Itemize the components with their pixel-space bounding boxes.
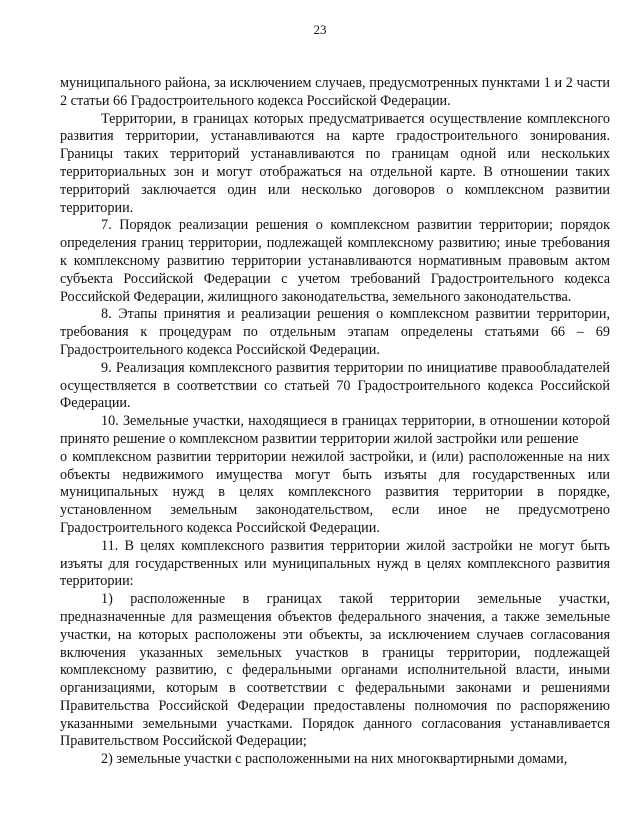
paragraph-subitem-2: 2) земельные участки с расположенными на них многоквартирными домами,: [101, 751, 568, 768]
document-body: [60, 75, 610, 769]
paragraph-item-8: 8. Этапы принятия и реализации решения о комплексном развитии территории, требования к процедурам по отдельным этапам определены статьями 66 – 69 Градостроительного кодекса Российской Федерации.: [60, 306, 610, 358]
paragraph-item-7: 7. Порядок реализации решения о комплексном развитии территории; порядок определения границ территории, подлежащей комплексному развитию; иные требования к комплексному развитию территории устанавливаются нормативным правовым актом субъекта Российской Федерации с учетом требований Градостроительного кодекса Российской Федерации, жилищного законодательства, земельного законодательства.: [60, 217, 610, 305]
paragraph-continuation: муниципального района, за исключением случаев, предусмотренных пунктами 1 и 2 части 2 статьи 66 Градостроительного кодекса Российской Федерации.: [60, 75, 610, 109]
paragraph-territories: Территории, в границах которых предусматривается осуществление комплексного развития территории, устанавливаются на карте градостроительного зонирования. Границы таких территорий устанавливаются по границам одной или нескольких территориальных зон и могут отображаться на отдельной карте. В отношении таких территорий заключается один или несколько договоров о комплексном развитии территории.: [60, 110, 610, 216]
paragraph-item-9: 9. Реализация комплексного развития территории по инициативе правообладателей осуществляется в соответствии со статьей 70 Градостроительного кодекса Российской Федерации.: [60, 359, 610, 412]
paragraph-item-10: 10. Земельные участки, находящиеся в границах территории, в отношении которой принято решение о комплексном развитии территории жилой застройки или решение: [60, 413, 610, 447]
paragraph-subitem-1: 1) расположенные в границах такой территории земельные участки, предназначенные для размещения объектов федерального значения, а также земельные участки, на которых расположены эти объекты, за исключением случаев согласования включения указанных земельных участков в границы территории, подлежащей комплексному развитию, с федеральными органами исполнительной власти, иными организациями, которым в соответствии с федеральными законами и решениями Правительства Российской Федерации предоставлены полномочия по распоряжению указанными земельными участками. Порядок данного согласования устанавливается Правительством Российской Федерации;: [60, 591, 610, 750]
paragraph-item-10-continuation: о комплексном развитии территории нежилой застройки, и (или) расположенные на них объекты недвижимого имущества могут быть изъяты для государственных или муниципальных нужд в целях комплексного развития территории в порядке, установленном земельным законодательством, если иное не предусмотрено Градостроительного кодекса Российской Федерации.: [60, 448, 610, 536]
page-number: 23: [313, 22, 327, 37]
paragraph-item-11: 11. В целях комплексного развития территории жилой застройки не могут быть изъяты для государственных или муниципальных нужд в целях комплексного развития территории:: [60, 537, 610, 590]
